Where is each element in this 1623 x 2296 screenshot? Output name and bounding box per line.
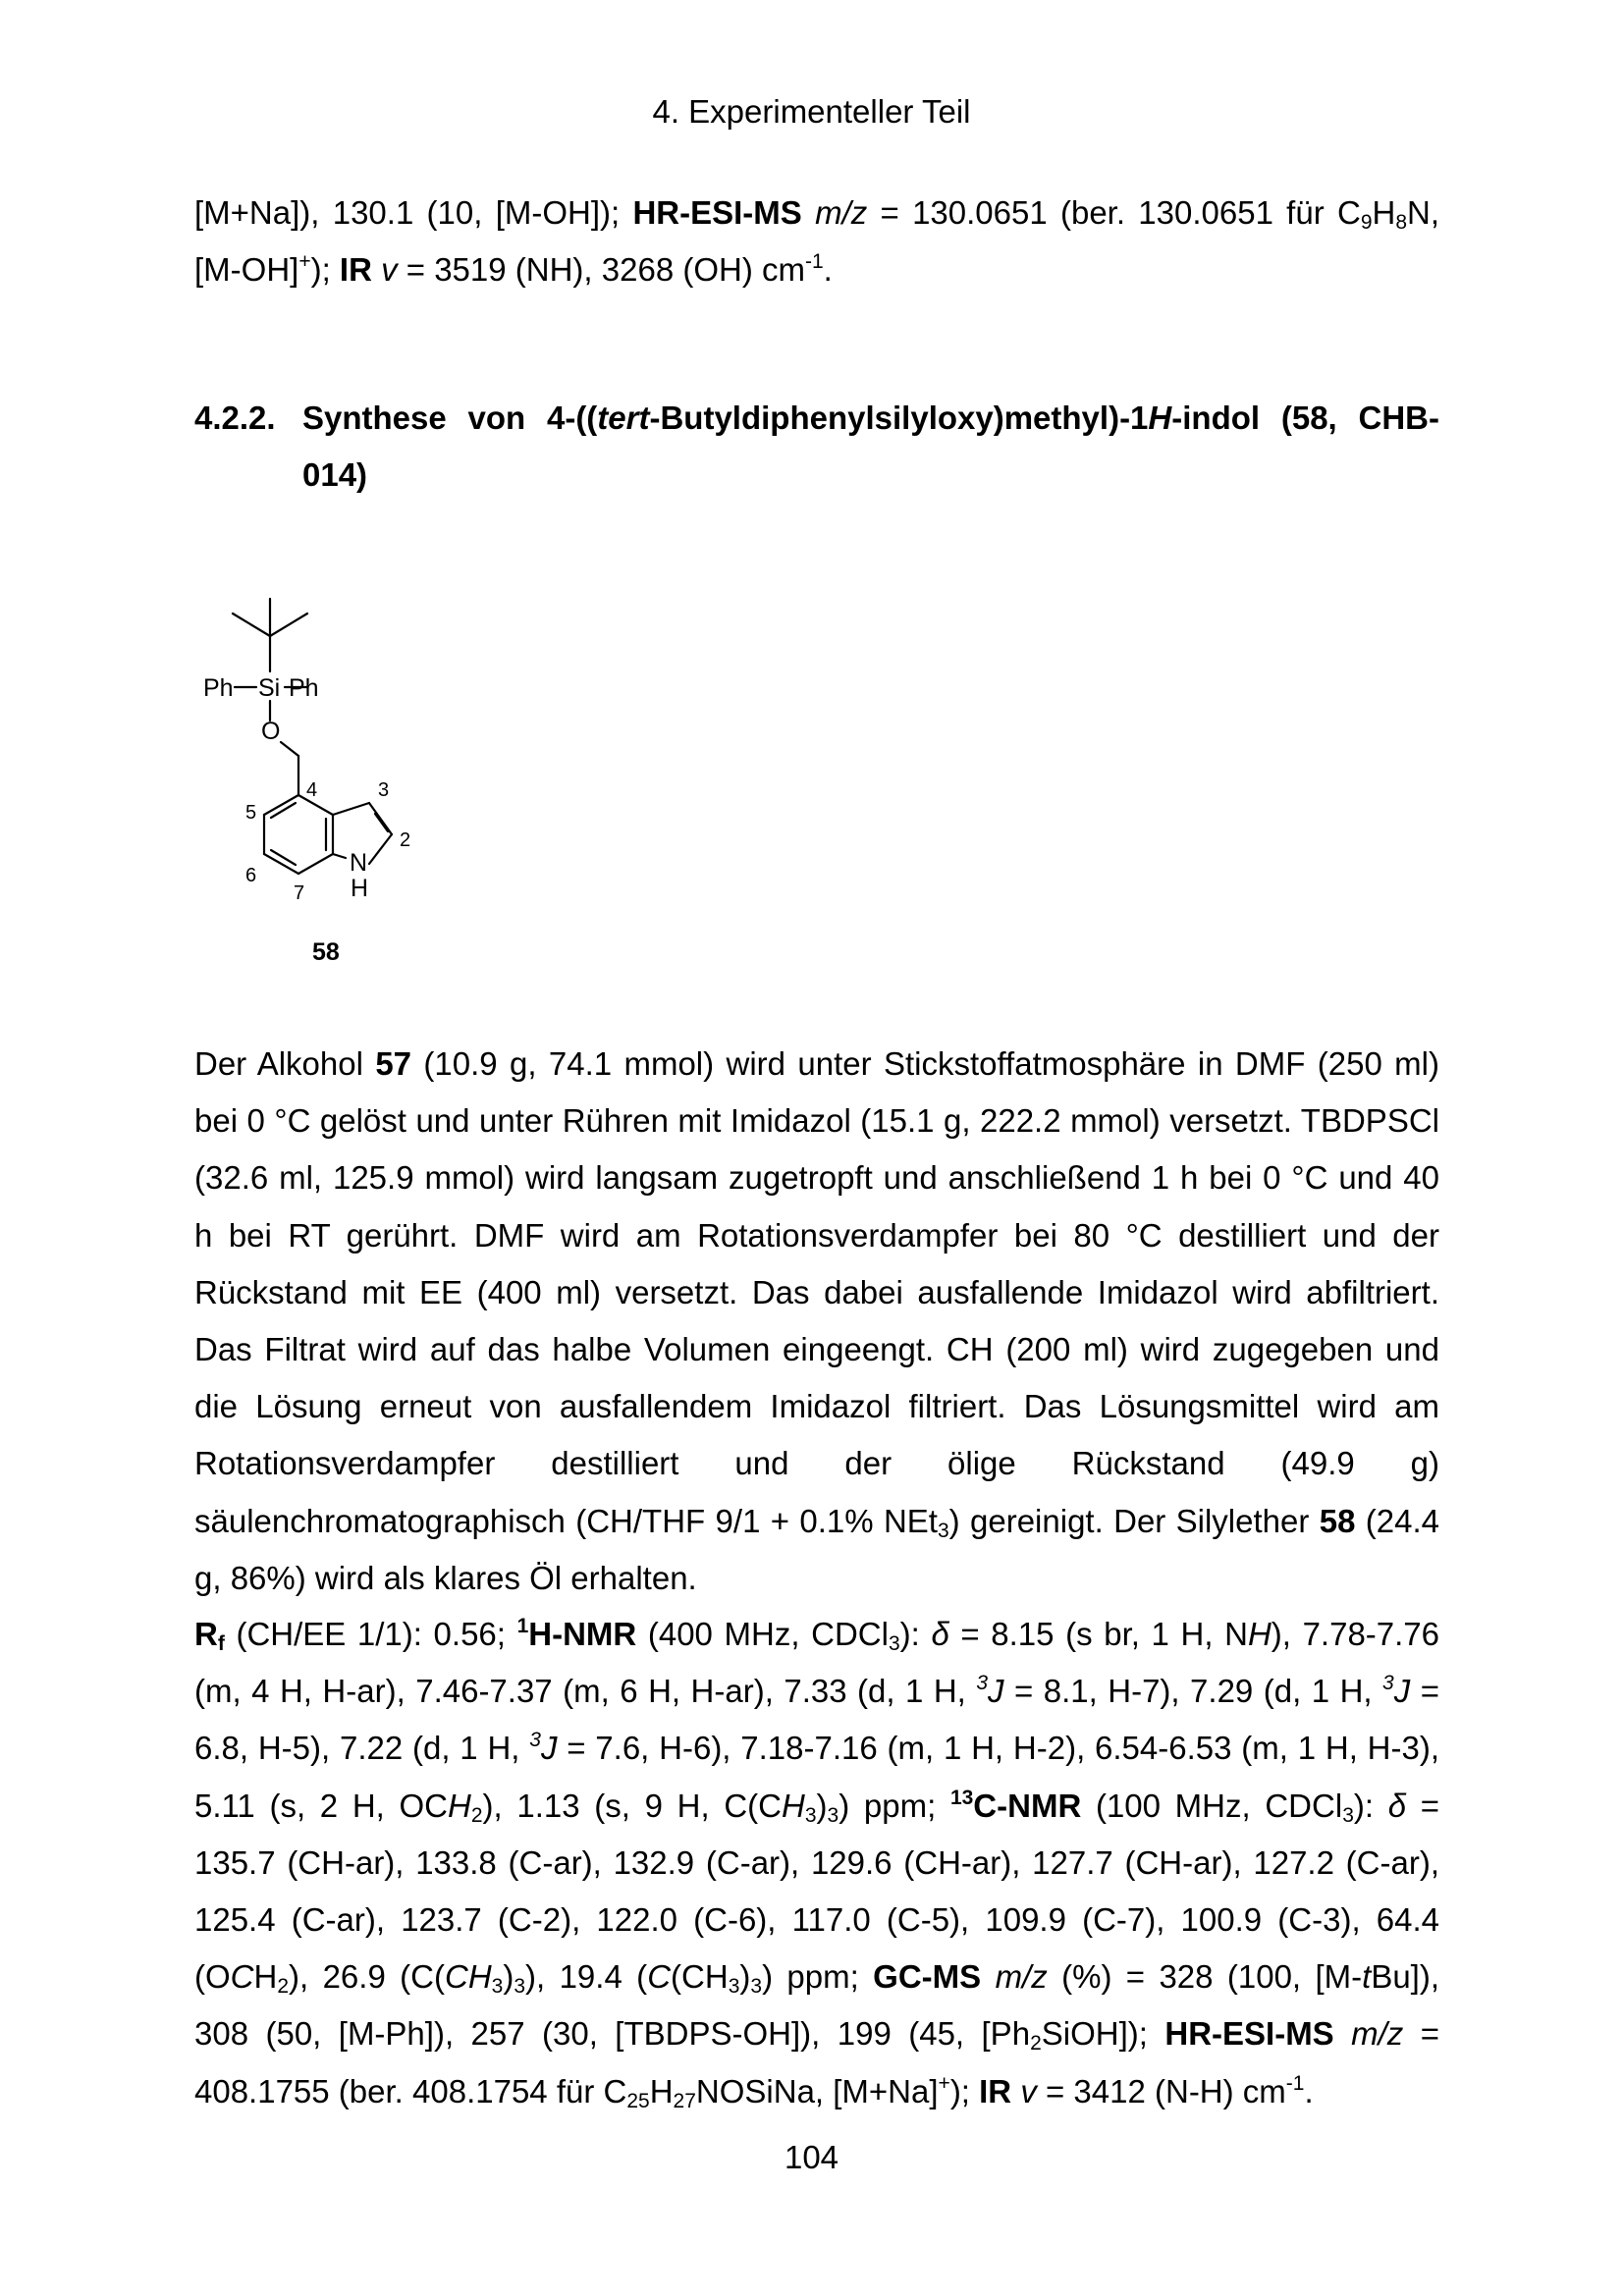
continued-data-paragraph: [M+Na]), 130.1 (10, [M-OH]); HR-ESI-MS m/z = 130.0651 (ber. 130.0651 für $C_9H_8N$, [M-OH]+); IR v = 3519 (NH), 3268 (OH) $cm^{-1}$. [194,194,1440,288]
svg-text:2: 2 [400,829,411,851]
svg-text:Ph: Ph [289,674,319,702]
section-heading [194,390,1439,504]
svg-text:3: 3 [378,779,390,801]
section-title: Synthese von 4-((tert-Butyldiphenylsilyloxy)methyl)-1H-indol (58, CHB-014) [302,400,1439,493]
running-header: 4. Experimenteller Teil [652,93,971,130]
svg-text:O: O [261,718,281,745]
svg-text:5: 5 [245,802,257,824]
chemical-structure-58 [191,589,447,982]
svg-text:Ph: Ph [203,674,234,702]
svg-text:4: 4 [306,779,318,801]
procedure-paragraph: Der Alkohol 57 (10.9 g, 74.1 mmol) wird unter Stickstoffatmosphäre in DMF (250 ml) bei 0 °C gelöst und unter Rühren mit Imidazol (15.1 g, 222.2 mmol) versetzt. TBDPSCl (32.6 ml, 125.9 mmol) wird langsam zugetropft und anschließend 1 h bei 0 °C und 40 h bei RT gerührt. DMF wird am Rotationsverdampfer bei 80 °C destilliert und der Rückstand mit EE (400 ml) versetzt. Das dabei ausfallende Imidazol wird abfiltriert. Das Filtrat wird auf das halbe Volumen eingeengt. CH (200 ml) wird zugegeben und die Lösung erneut von ausfallendem Imidazol filtriert. Das Lösungsmittel wird am Rotationsverdampfer destilliert und der ölige Rückstand (49.9 g) säulenchromatographisch (CH/THF 9/1 + 0.1% NEt$_3$) gereinigt. Der Silylether 58 (24.4 g, 86%) wird als klares Öl erhalten. [194,1045,1440,1596]
svg-text:7: 7 [294,882,305,904]
compound-number: 58 [312,938,340,966]
section-number: 4.2.2. [194,400,276,436]
svg-text:H: H [351,875,369,902]
svg-text:N: N [350,849,368,877]
svg-text:Si: Si [258,674,281,702]
svg-text:6: 6 [245,865,257,886]
characterization-paragraph: $R_f$ (CH/EE 1/1): 0.56; $^1$H-NMR (400 MHz, CDCl$_3$): δ = 8.15 (s br, 1 H, NH), 7.78-7.76 (m, 4 H, H-ar), 7.46-7.37 (m, 6 H, H-ar), 7.33 (d, 1 H, $^3$J = 8.1, H-7), 7.29 (d, 1 H, $^3$J = 6.8, H-5), 7.22 (d, 1 H, $^3$J = 7.6, H-6), 7.18-7.16 (m, 1 H, H-2), 6.54-6.53 (m, 1 H, H-3), 5.11 (s, 2 H, $OCH_2$), 1.13 (s, 9 H, $C(CH_3)_3$) ppm; $^{13}$C-NMR (100 MHz, CDCl$_3$): δ = 135.7 (CH-ar), 133.8 (C-ar), 132.9 (C-ar), 129.6 (CH-ar), 127.7 (CH-ar), 127.2 (C-ar), 125.4 (C-ar), 123.7 (C-2), 122.0 (C-6), 117.0 (C-5), 109.9 (C-7), 100.9 (C-3), 64.4 $(OCH_2)$, 26.9 $(C(CH_3)_3)$, 19.4 $(C(CH_3)_3)$ ppm; GC-MS m/z (%) = 328 (100, [M-tBu]), 308 (50, [M-Ph]), 257 (30, [TBDPS-OH]), 199 (45, $[Ph_2SiOH]$); HR-ESI-MS m/z = 408.1755 (ber. 408.1754 für $C_{25}H_{27}NOSiNa$, [M+Na]+); IR v = 3412 (N-H) $cm^{-1}$. [194,1615,1440,2112]
page-number: 104 [784,2139,839,2175]
